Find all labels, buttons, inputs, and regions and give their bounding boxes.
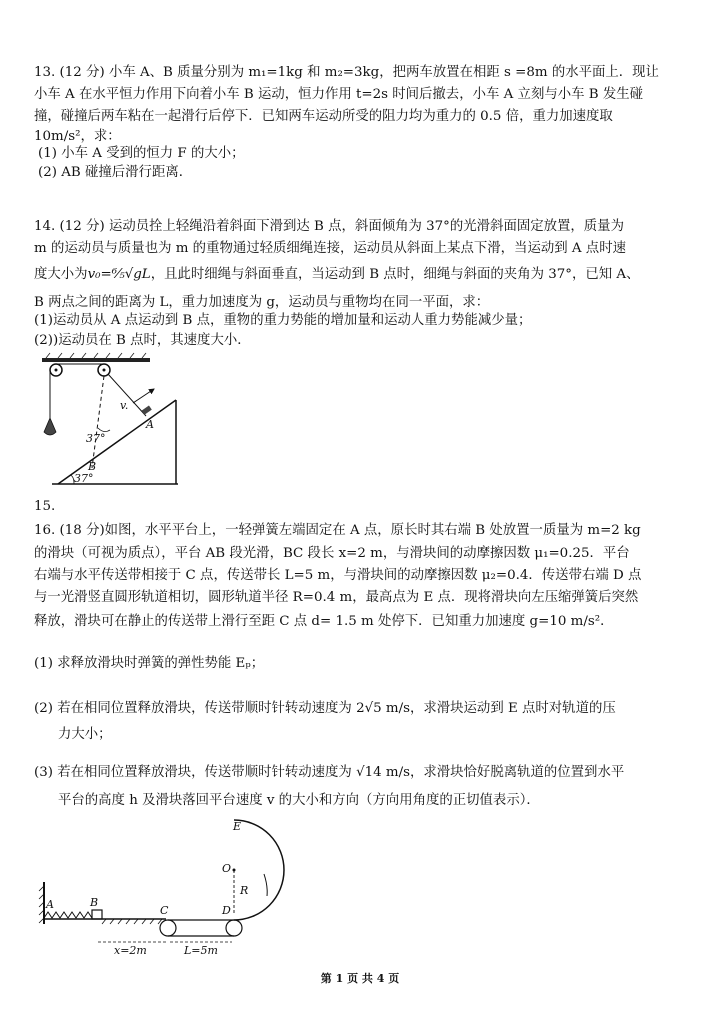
q16-subquestion-3-line-2: 平台的高度 h 及滑块落回平台速度 v 的大小和方向（方向用角度的正切值表示）． (58, 793, 540, 808)
rope-to-point-b-dashed (92, 376, 104, 468)
slider-block (92, 910, 102, 919)
label-o: O (222, 862, 232, 875)
q16-line-1: 16. (18 分)如图，水平平台上，一轻弹簧左端固定在 A 点，原长时其右端 B 处放置一质量为 m=2 kg (34, 523, 641, 538)
incline-pulley-diagram (38, 356, 198, 486)
label-a: A (146, 418, 154, 431)
q13-line-3: 撞，碰撞后两车粘在一起滑行后停下．已知两车运动所受的阻力均为重力的 0.5 倍，重力加速度取 (34, 109, 613, 124)
q16-line-3: 右端与水平传送带相接于 C 点，传送带长 L=5 m，与滑块间的动摩擦因数 μ₂=0.4．传送带右端 D 点 (34, 568, 642, 583)
q16-line-4: 与一光滑竖直圆形轨道相切，圆形轨道半径 R=0.4 m，最高点为 E 点．现将滑块向左压缩弹簧后突然 (34, 590, 639, 605)
q14-line-1: 14. (12 分) 运动员拴上轻绳沿着斜面下滑到达 B 点，斜面倾角为 37°的光滑斜面固定放置，质量为 (34, 219, 624, 234)
left-pulley-hub (55, 369, 58, 372)
label-angle-base: 37° (74, 472, 94, 485)
label-angle-rope: 37° (86, 432, 106, 445)
hanging-weight (44, 418, 56, 435)
q14-subquestion-2: (2))运动员在 B 点时，其速度大小． (34, 333, 251, 348)
label-b: B (88, 460, 97, 473)
label-e: E (233, 820, 242, 833)
conveyor-right-roller (226, 920, 242, 936)
label-r: R (240, 884, 249, 897)
q13-line-1: 13. (12 分) 小车 A、B 质量分别为 m₁=1kg 和 m₂=3kg，把两车放置在相距 s =8m 的水平面上．现让 (34, 65, 659, 80)
q16-line-5: 释放，滑块可在静止的传送带上滑行至距 C 点 d= 1.5 m 处停下．已知重力加速度 g=10 m/s²． (34, 614, 614, 629)
q16-subquestion-2-line-2: 力大小； (58, 727, 112, 742)
q13-subquestion-1: (1) 小车 A 受到的恒力 F 的大小； (38, 146, 245, 161)
q14-line-4: B 两点之间的距离为 L，重力加速度为 g，运动员与重物均在同一平面，求： (34, 295, 490, 310)
q16-subquestion-1: (1) 求释放滑块时弹簧的弹性势能 Eₚ； (34, 656, 265, 671)
q14-line-3 (34, 266, 639, 284)
label-v: v. (120, 399, 129, 412)
q16-subquestion-2-line-1: (2) 若在相同位置释放滑块，传送带顺时针转动速度为 2√5 m/s，求滑块运动到 E 点时对轨道的压 (34, 701, 616, 716)
ceiling (42, 358, 150, 362)
q14-subquestion-1: (1)运动员从 A 点运动到 B 点，重物的重力势能的增加量和运动人重力势能减少量； (34, 313, 532, 328)
label-l: L=5m (184, 944, 218, 957)
circular-track (234, 820, 284, 920)
label-x: x=2m (114, 944, 147, 957)
ceiling-hatching (46, 353, 146, 358)
q14-line-3-start: 度大小为 (34, 267, 88, 282)
q13-line-4: 10m/s²，求： (34, 129, 121, 144)
q15-number: 15. (34, 499, 56, 514)
label-d: D (222, 904, 231, 917)
velocity-formula: v₀=⁶⁄₅√gL (87, 267, 151, 282)
label-b: B (90, 896, 99, 909)
conveyor-left-roller (160, 920, 176, 936)
handwritten-mark (264, 874, 267, 896)
velocity-arrow (133, 389, 154, 403)
page-footer: 第 1 页 共 4 页 (320, 972, 400, 985)
q16-subquestion-3-line-1: (3) 若在相同位置释放滑块，传送带顺时针转动速度为 √14 m/s，求滑块恰好脱离轨道的位置到水平 (34, 765, 625, 780)
right-pulley-hub (103, 369, 106, 372)
q16-line-2: 的滑块（可视为质点），平台 AB 段光滑，BC 段长 x=2 m，与滑块间的动摩擦因数 μ₁=0.25．平台 (34, 546, 630, 561)
q13-subquestion-2: (2) AB 碰撞后滑行距离． (38, 165, 193, 180)
q13-line-2: 小车 A 在水平恒力作用下向着小车 B 运动，恒力作用 t=2s 时间后撤去，小车 A 立刻与小车 B 发生碰 (34, 87, 644, 102)
label-c: C (160, 904, 169, 917)
label-a: A (46, 898, 54, 911)
q14-line-2: m 的运动员与质量也为 m 的重物通过轻质细绳连接，运动员从斜面上某点下滑，当运动到 A 点时速 (34, 241, 626, 256)
q14-line-3-end: ，且此时细绳与斜面垂直，当运动到 B 点时，细绳与斜面的夹角为 37°，已知 A、 (150, 267, 640, 282)
spring-conveyor-loop-diagram (36, 814, 296, 964)
spring (44, 912, 92, 918)
